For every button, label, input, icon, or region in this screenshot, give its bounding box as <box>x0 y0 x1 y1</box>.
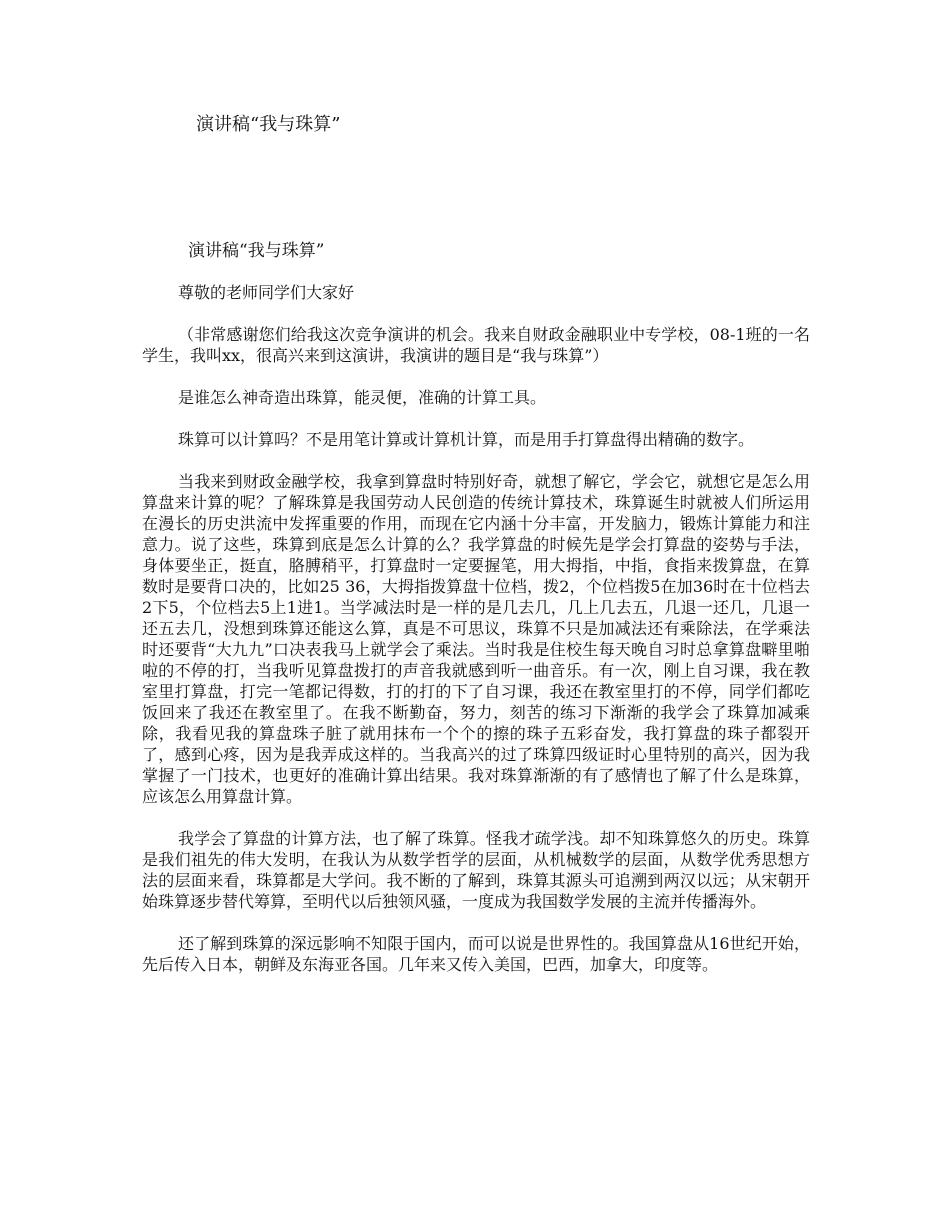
paragraph-question: 是谁怎么神奇造出珠算，能灵便，准确的计算工具。 <box>178 388 547 407</box>
document-body <box>142 240 810 996</box>
paragraph-calculation: 珠算可以计算吗？不是用笔计算或计算机计算，而是用手打算盘得出精确的数字。 <box>178 430 755 449</box>
paragraph-history: 我学会了算盘的计算方法，也了解了珠算。怪我才疏学浅。却不知珠算悠久的历史。珠算是我们祖先的伟大发明，在我认为从数学哲学的层面，从机械数学的层面，从数学优秀思想方法的层面来看，珠算都是大学问。我不断的了解到，珠算其源头可追溯到两汉以远；从宋朝开始珠算逐步替代筹算，至明代以后独领风骚，一度成为我国数学发展的主流并传播海外。 <box>142 829 810 911</box>
paragraph-greeting: 尊敬的老师同学们大家好 <box>178 283 355 302</box>
paragraph-influence: 还了解到珠算的深远影响不知限于国内，而可以说是世界性的。我国算盘从16世纪开始，先后传入日本，朝鲜及东海亚各国。几年来又传入美国，巴西，加拿大，印度等。 <box>142 934 810 974</box>
paragraph-learning-experience: 当我来到财政金融学校，我拿到算盘时特别好奇，就想了解它，学会它，就想它是怎么用算盘来计算的呢？了解珠算是我国劳动人民创造的传统计算技术，珠算诞生时就被人们所运用在漫长的历史洪流中发挥重要的作用，而现在它内涵十分丰富，开发脑力，锻炼计算能力和注意力。说了这些，珠算到底是怎么计算的么？我学算盘的时候先是学会打算盘的姿势与手法，身体要坐正，挺直，胳膊稍平，打算盘时一定要握笔，用大拇指，中指，食指来拨算盘，在算数时是要背口决的，比如25 36，大拇指拨算盘十位档，拨2，个位档拨5在加36时在十位档去2下5，个位档去5上1进1。当学减法时是一样的是几去几，几上几去五，几退一还几，几退一还五去几，没想到珠算还能这么算，真是不可思议，珠算不只是加减法还有乘除法，在学乘法时还要背“大九九”口决表我马上就学会了乘法。当时我是住校生每天晚自习时总拿算盘噼里啪啦的不停的打，当我听见算盘拨打的声音我就感到听一曲音乐。有一次，刚上自习课，我在教室里打算盘，打完一笔都记得数，打的打的下了自习课，我还在教室里打的不停，同学们都吃饭回来了我还在教室里了。在我不断勤奋，努力，刻苦的练习下渐渐的我学会了珠算加减乘除，我看见我的算盘珠子脏了就用抹布一个个的擦的珠子五彩奋发，我打算盘的珠子都裂开了，感到心疼，因为是我弄成这样的。当我高兴的过了珠算四级证时心里特别的高兴，因为我掌握了一门技术，也更好的准确计算出结果。我对珠算渐渐的有了感情也了解了什么是珠算，应该怎么用算盘计算。 <box>142 472 810 806</box>
speech-title: 演讲稿“我与珠算” <box>188 241 325 261</box>
document-header-title: 演讲稿“我与珠算” <box>196 114 341 135</box>
paragraph-introduction: （非常感谢您们给我这次竞争演讲的机会。我来自财政金融职业中专学校，08-1班的一名学生，我叫xx，很高兴来到这演讲，我演讲的题目是“我与珠算”） <box>142 325 810 365</box>
